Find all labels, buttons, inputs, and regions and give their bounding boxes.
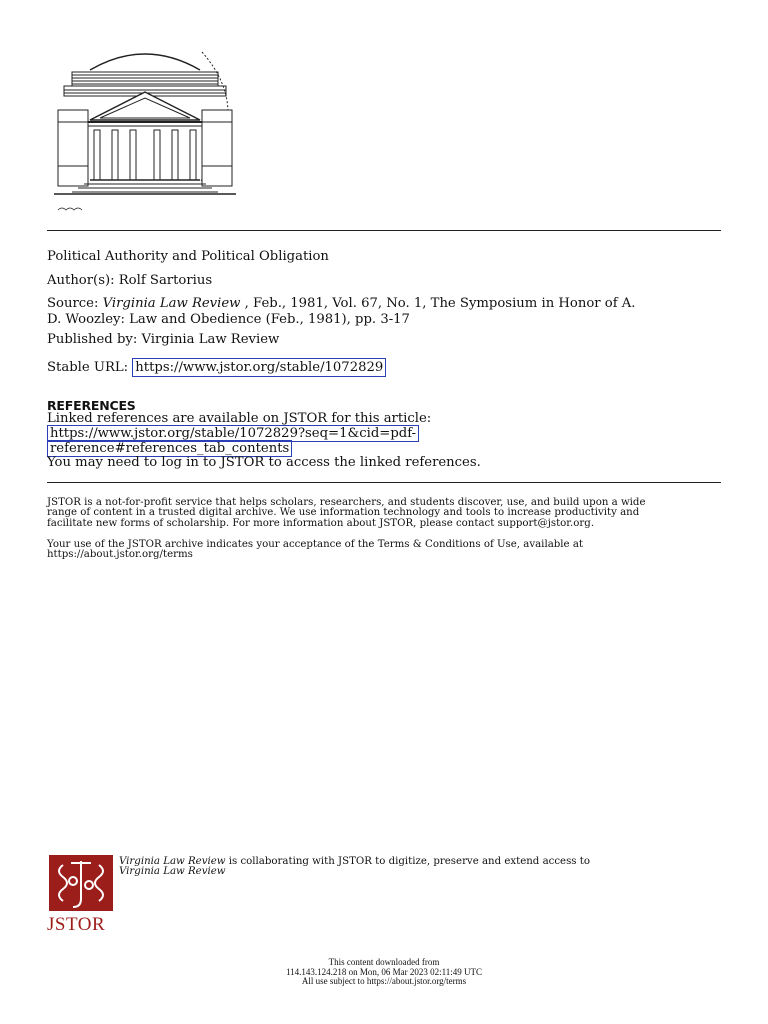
source-label: Source: — [47, 296, 103, 311]
notice-line: JSTOR is a not-for-profit service that helps scholars, researchers, and students discover, use, and build upon a wide — [47, 497, 646, 508]
article-source-line-2: D. Woozley: Law and Obedience (Feb., 1981), pp. 3-17 — [47, 312, 410, 327]
terms-line: Your use of the JSTOR archive indicates your acceptance of the Terms & Conditions of Use, available at — [47, 539, 583, 550]
source-details: , Feb., 1981, Vol. 67, No. 1, The Symposium in Honor of A. — [240, 296, 636, 311]
stable-url-link[interactable]: https://www.jstor.org/stable/1072829 — [132, 358, 386, 377]
download-footer — [0, 958, 768, 987]
middle-divider — [47, 482, 721, 483]
article-publisher: Published by: Virginia Law Review — [47, 332, 280, 347]
references-link-continued[interactable]: reference#references_tab_contents — [47, 440, 292, 457]
source-journal: Virginia Law Review — [102, 296, 241, 311]
stable-url-row — [47, 360, 386, 376]
top-divider — [47, 230, 721, 231]
jstor-wordmark: JSTOR — [47, 914, 106, 935]
collab-journal-2: Virginia Law Review — [119, 866, 226, 878]
terms-notice-paragraph — [47, 540, 721, 561]
references-link[interactable]: https://www.jstor.org/stable/1072829?seq=1&cid=pdf- — [47, 425, 419, 442]
notice-line: facilitate new forms of scholarship. For more information about JSTOR, please contact support@jstor.org. — [47, 517, 595, 529]
article-source-line-1 — [47, 296, 635, 312]
rotunda-logo-image — [50, 42, 240, 220]
article-author: Author(s): Rolf Sartorius — [47, 273, 213, 288]
footer-line: This content downloaded from — [328, 957, 440, 967]
jstor-notice-paragraph — [47, 498, 721, 529]
references-heading: REFERENCES — [47, 398, 136, 413]
jstor-emblem-icon — [49, 855, 113, 911]
footer-line: 114.143.124.218 on Mon, 06 Mar 2023 02:11:49 UTC — [285, 966, 483, 977]
article-title: Political Authority and Political Obligation — [47, 249, 329, 264]
footer-line: All use subject to https://about.jstor.org/terms — [301, 976, 467, 986]
notice-line: range of content in a trusted digital archive. We use information technology and tools to increase productivity and — [47, 507, 640, 519]
references-login-note: You may need to log in to JSTOR to access the linked references. — [47, 455, 481, 470]
stable-url-label: Stable URL: — [47, 360, 133, 375]
references-intro: Linked references are available on JSTOR for this article: — [47, 411, 432, 426]
terms-url: https://about.jstor.org/terms — [47, 549, 193, 561]
collab-journal: Virginia Law Review — [119, 856, 226, 867]
collab-text: is collaborating with JSTOR to digitize, preserve and extend access to — [225, 856, 591, 867]
collaboration-note — [119, 857, 719, 878]
